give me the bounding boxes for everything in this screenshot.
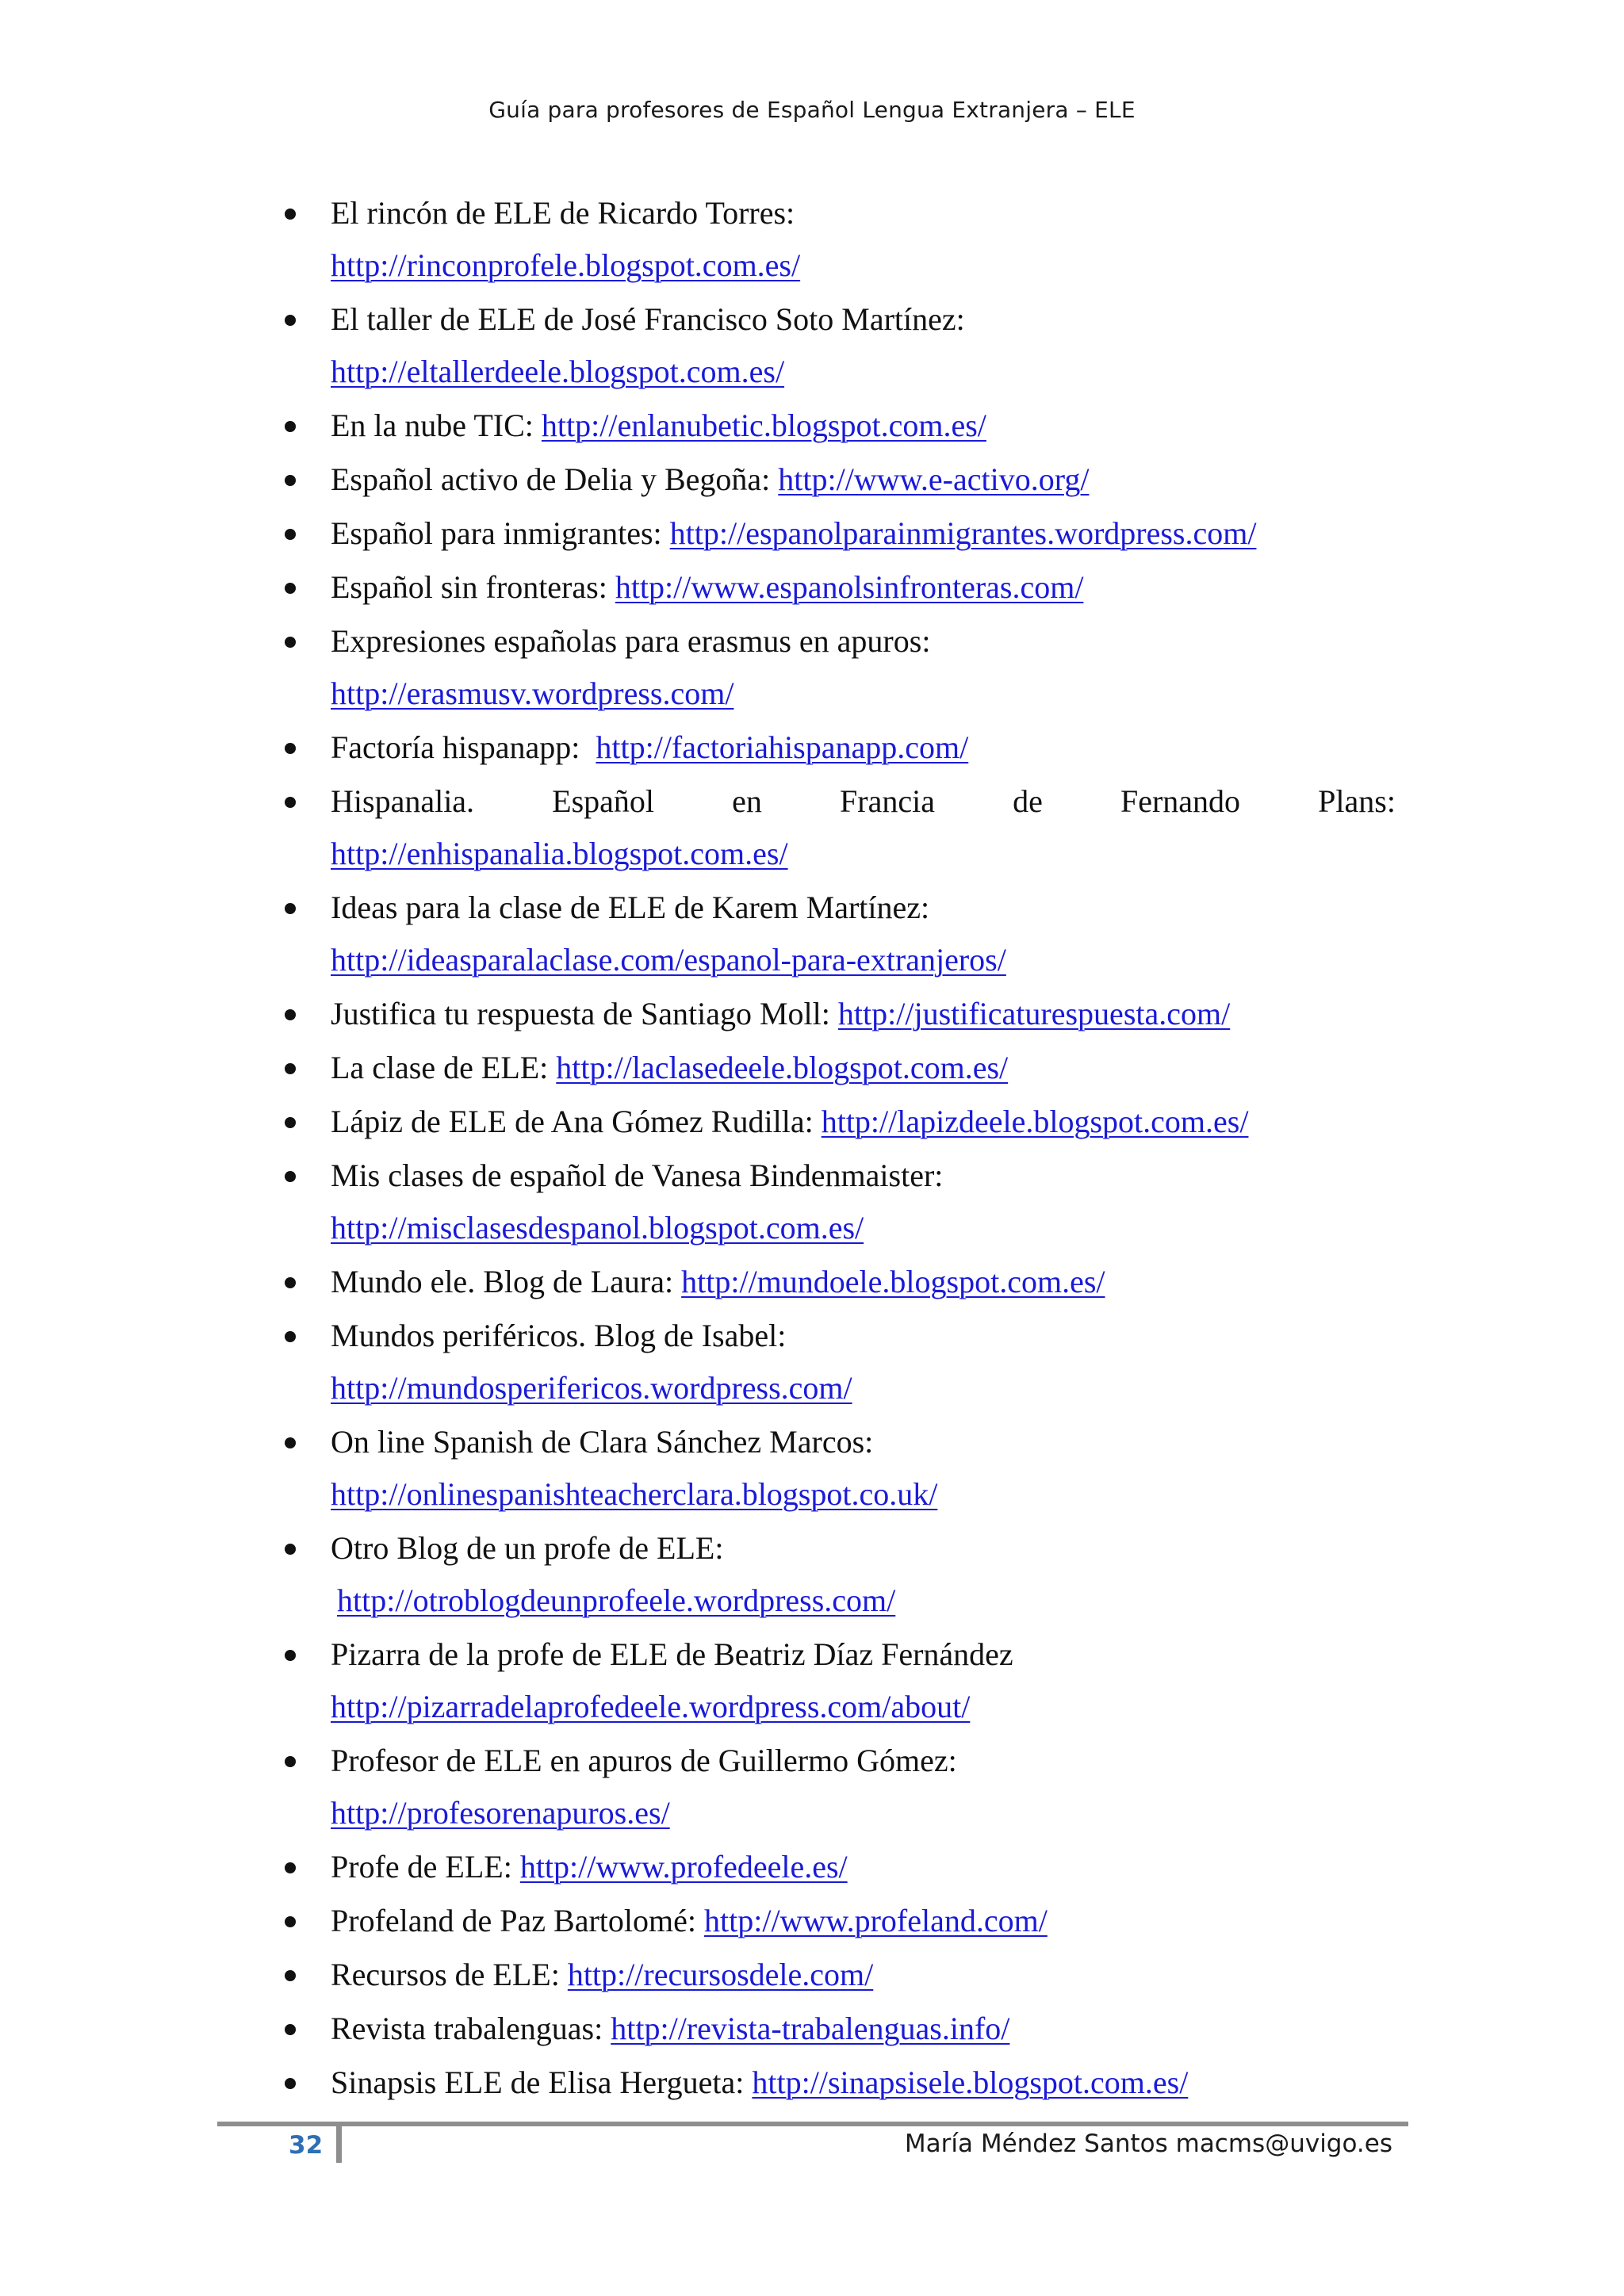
list-item [274,1150,1396,1254]
list-item [274,507,1396,560]
bullet-icon [285,209,296,220]
bullet-icon [285,2078,296,2089]
entry-link[interactable]: http://profesorenapuros.es/ [331,1795,670,1831]
footer-divider [217,2122,1408,2126]
list-item [274,187,1396,292]
entry-label: En la nube TIC: [331,408,542,443]
entry-link[interactable]: http://mundoele.blogspot.com.es/ [681,1264,1105,1299]
list-item [274,882,1396,986]
entry-link[interactable]: http://eltallerdeele.blogspot.com.es/ [331,354,785,389]
bullet-icon [285,421,296,432]
list-item [274,2057,1396,2109]
entry-link[interactable]: http://recursosdele.com/ [567,1957,874,1992]
bullet-icon [285,475,296,486]
entry-word: Plans: [1318,783,1396,819]
resource-link-list [274,187,1396,2110]
bullet-icon [285,637,296,648]
list-item [274,293,1396,398]
entry-link[interactable]: http://revista-trabalenguas.info/ [611,2011,1010,2046]
entry-link[interactable]: http://enlanubetic.blogspot.com.es/ [541,408,986,443]
list-item [274,1310,1396,1414]
entry-link[interactable]: http://www.espanolsinfronteras.com/ [615,569,1084,605]
entry-link[interactable]: http://enhispanalia.blogspot.com.es/ [331,836,788,871]
entry-label: El rincón de ELE de Ricardo Torres: [331,195,795,231]
entry-label: El taller de ELE de José Francisco Soto Martínez: [331,301,965,337]
list-item [274,1096,1396,1148]
entry-label: Español activo de Delia y Begoña: [331,461,779,497]
entry-label: La clase de ELE: [331,1050,557,1085]
bullet-icon [285,1862,296,1873]
entry-link[interactable]: http://www.e-activo.org/ [778,461,1090,497]
list-item [274,615,1396,720]
bullet-icon [285,529,296,540]
entry-link[interactable]: http://ideasparalaclase.com/espanol-para-extranjeros/ [331,942,1006,978]
entry-link[interactable]: http://espanolparainmigrantes.wordpress.com/ [669,515,1257,551]
entry-link[interactable]: http://erasmusv.wordpress.com/ [331,675,734,711]
entry-word: Hispanalia. [331,783,475,819]
list-item [274,1628,1396,1733]
entry-label: On line Spanish de Clara Sánchez Marcos: [331,1424,874,1460]
entry-label: Español sin fronteras: [331,569,615,605]
entry-link[interactable]: http://www.profedeele.es/ [519,1849,848,1885]
bullet-icon [285,1756,296,1767]
entry-label: Ideas para la clase de ELE de Karem Martínez: [331,890,930,925]
bullet-icon [285,1277,296,1288]
bullet-icon [285,2024,296,2035]
list-item [274,1949,1396,2001]
bullet-icon [285,1009,296,1020]
bullet-icon [285,903,296,914]
entry-label: Factoría hispanapp: [331,729,596,765]
bullet-icon [285,1437,296,1448]
list-item [274,400,1396,452]
list-item [274,721,1396,774]
bullet-icon [285,1544,296,1555]
entry-label: Pizarra de la profe de ELE de Beatriz Díaz Fernández [331,1636,1013,1672]
entry-link[interactable]: http://lapizdeele.blogspot.com.es/ [821,1104,1249,1139]
entry-label: Profe de ELE: [331,1849,520,1885]
entry-label: Sinapsis ELE de Elisa Hergueta: [331,2064,753,2100]
bullet-icon [285,583,296,594]
running-header: Guía para profesores de Español Lengua Extranjera – ELE [488,97,1136,123]
entry-word: Fernando [1120,783,1241,819]
footer-author: María Méndez Santos macms@uvigo.es [904,2130,1392,2158]
bullet-icon [285,1331,296,1342]
entry-link[interactable]: http://otroblogdeunprofeele.wordpress.com/ [337,1582,896,1618]
entry-label: Mundo ele. Blog de Laura: [331,1264,682,1299]
entry-label: Lápiz de ELE de Ana Gómez Rudilla: [331,1104,822,1139]
entry-label: Otro Blog de un profe de ELE: [331,1530,724,1566]
list-item [274,453,1396,506]
entry-label-justified [331,775,1396,828]
entry-link[interactable]: http://justificaturespuesta.com/ [837,996,1231,1031]
footer-vertical-divider [336,2126,342,2163]
entry-word: de [1013,783,1043,819]
list-item [274,988,1396,1040]
entry-link[interactable]: http://www.profeland.com/ [703,1903,1048,1938]
entry-link[interactable]: http://factoriahispanapp.com/ [596,729,969,765]
list-item [274,1416,1396,1521]
bullet-icon [285,1063,296,1074]
bullet-icon [285,1970,296,1981]
bullet-icon [285,1117,296,1128]
entry-label: Justifica tu respuesta de Santiago Moll: [331,996,838,1031]
entry-link[interactable]: http://sinapsisele.blogspot.com.es/ [752,2064,1189,2100]
list-item [274,775,1396,880]
list-item [274,2003,1396,2055]
entry-word: Español [552,783,655,819]
entry-link[interactable]: http://onlinespanishteacherclara.blogspot.co.uk/ [331,1476,938,1512]
entry-label: Mis clases de español de Vanesa Bindenmaister: [331,1158,944,1193]
entry-link[interactable]: http://misclasesdespanol.blogspot.com.es/ [331,1210,864,1246]
entry-link[interactable]: http://rinconprofele.blogspot.com.es/ [331,247,801,283]
entry-label: Español para inmigrantes: [331,515,670,551]
entry-label: Profeland de Paz Bartolomé: [331,1903,704,1938]
list-item [274,1895,1396,1947]
entry-link[interactable]: http://pizarradelaprofedeele.wordpress.com/about/ [331,1689,971,1724]
entry-link[interactable]: http://mundosperifericos.wordpress.com/ [331,1370,852,1406]
list-item [274,561,1396,614]
list-item [274,1735,1396,1839]
list-item [274,1522,1396,1627]
entry-label: Expresiones españolas para erasmus en apuros: [331,623,931,659]
bullet-icon [285,743,296,754]
bullet-icon [285,1916,296,1927]
entry-label: Mundos periféricos. Blog de Isabel: [331,1318,787,1353]
entry-label: Recursos de ELE: [331,1957,568,1992]
bullet-icon [285,1650,296,1661]
page-number: 32 [289,2131,324,2160]
list-item [274,1042,1396,1094]
entry-link[interactable]: http://laclasedeele.blogspot.com.es/ [556,1050,1009,1085]
entry-label: Profesor de ELE en apuros de Guillermo Gómez: [331,1743,957,1778]
list-item [274,1841,1396,1893]
bullet-icon [285,797,296,808]
list-item [274,1256,1396,1308]
entry-word: en [732,783,762,819]
bullet-icon [285,1171,296,1182]
bullet-icon [285,315,296,326]
entry-word: Francia [840,783,935,819]
entry-label: Revista trabalenguas: [331,2011,611,2046]
